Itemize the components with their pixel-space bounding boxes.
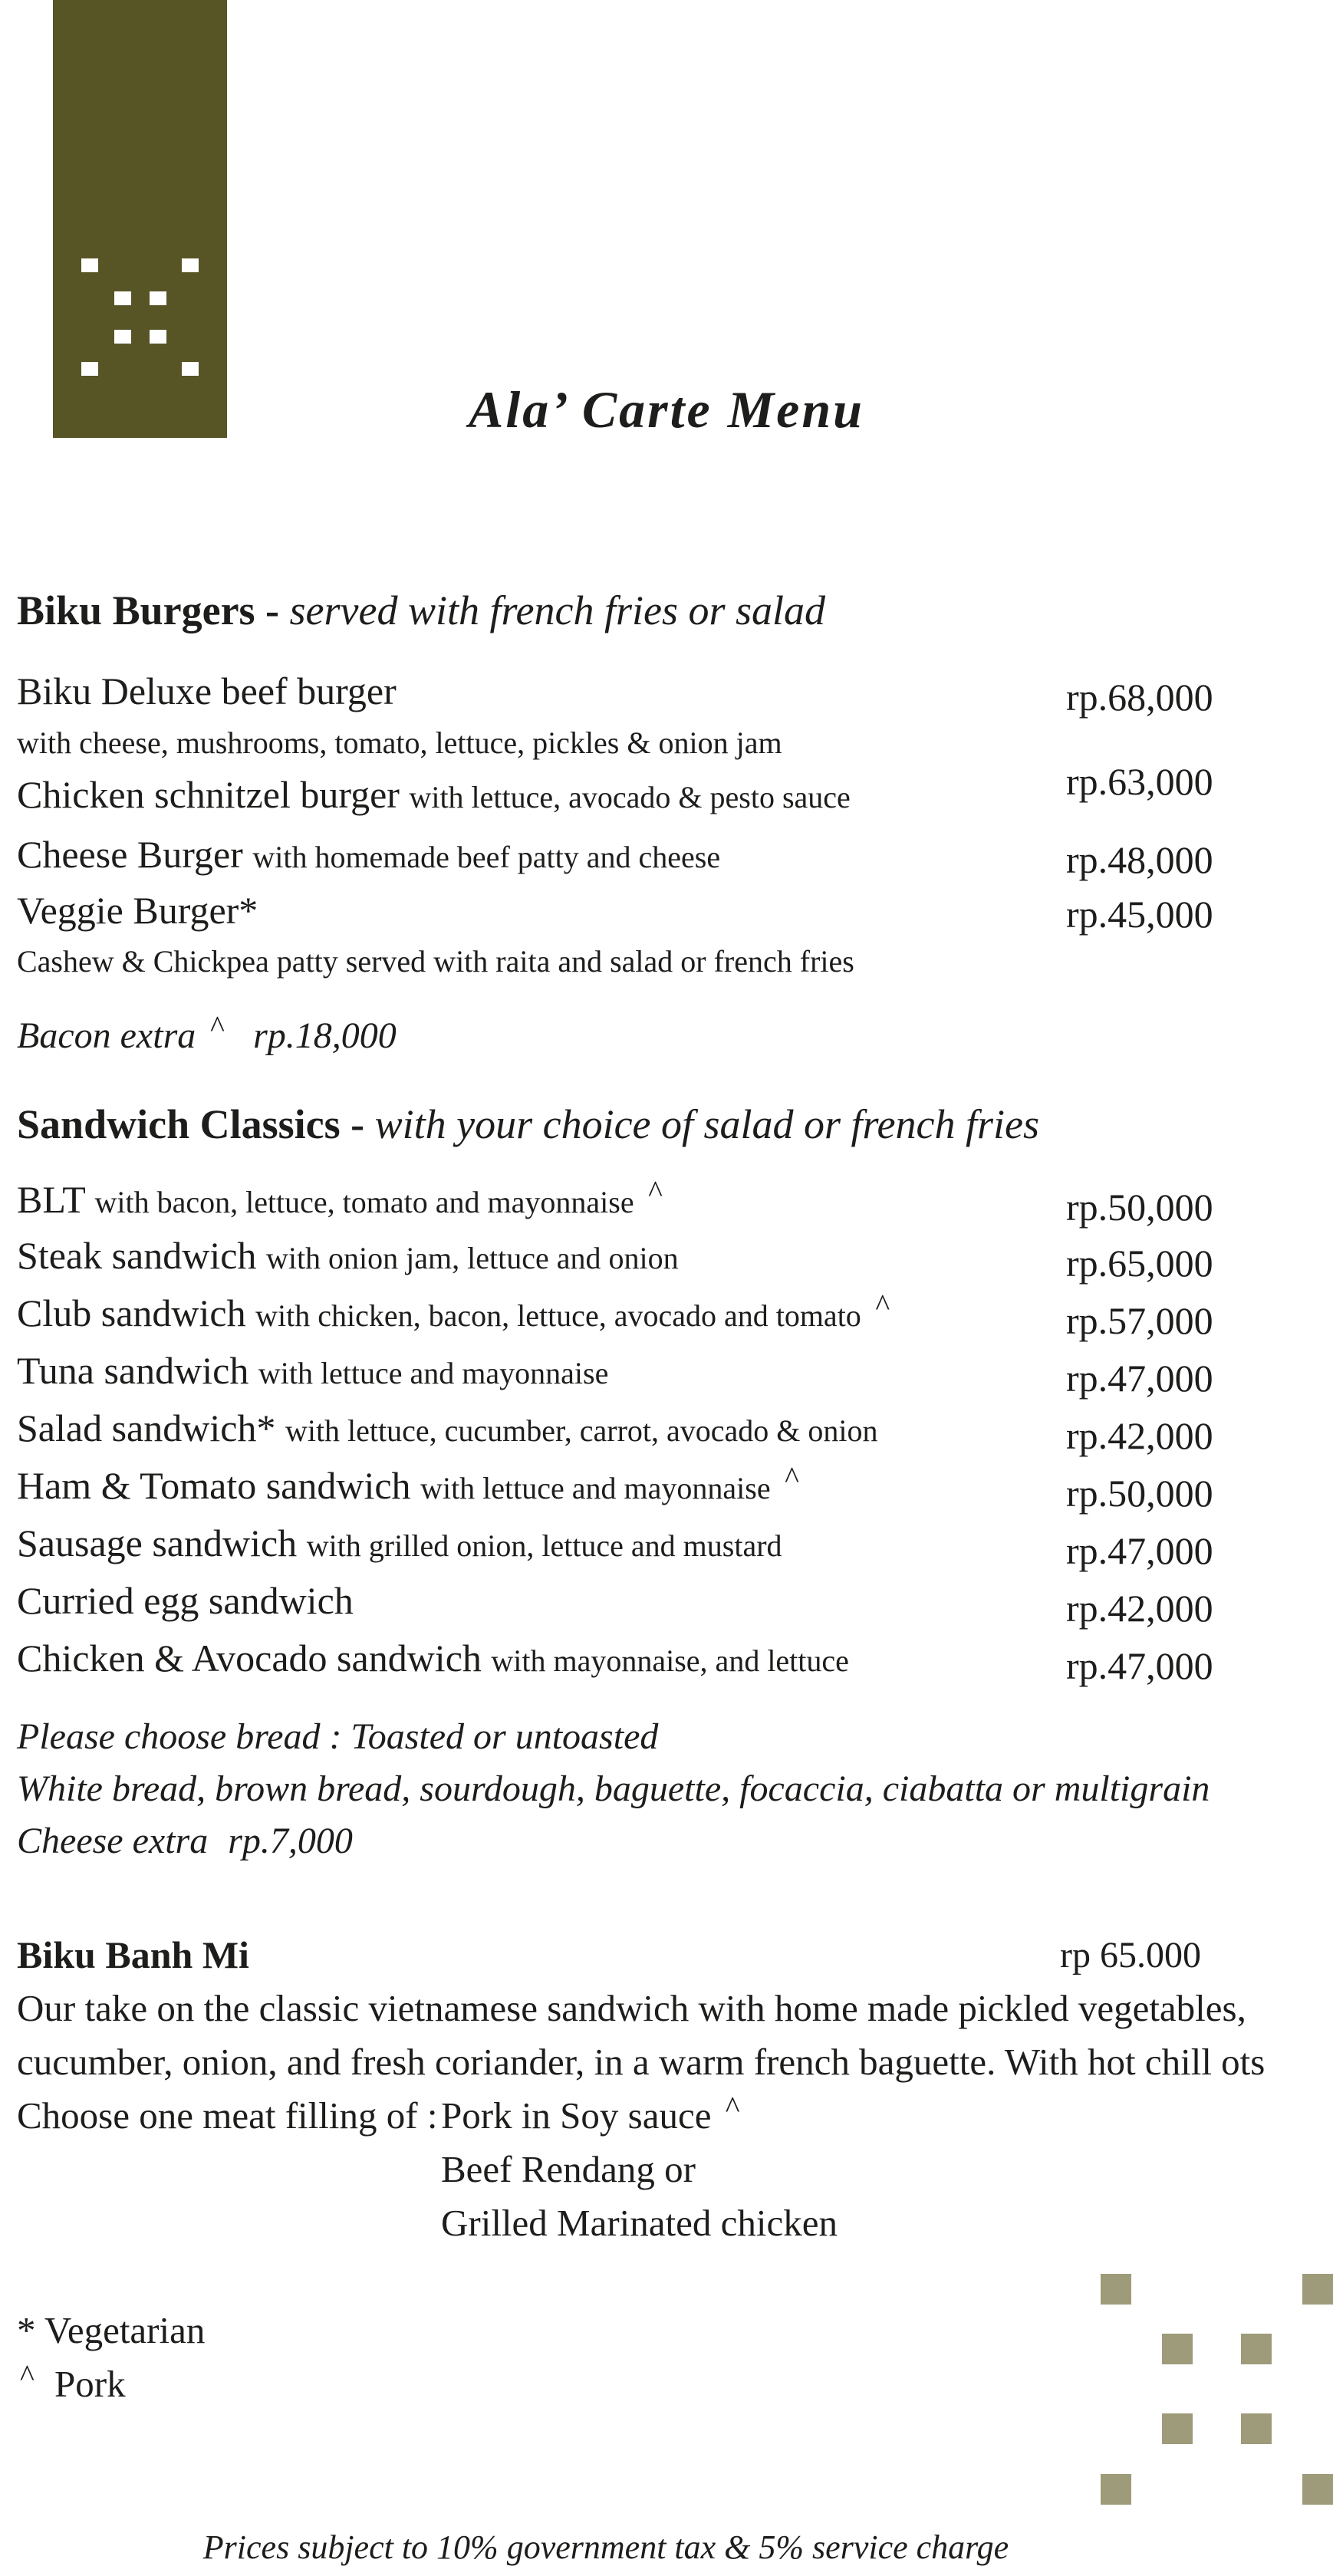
menu-item-desc: with lettuce and mayonnaise [420, 1471, 771, 1505]
menu-item [17, 1578, 354, 1623]
section-title: Biku Burgers - [17, 587, 280, 633]
banh-mi-desc: cucumber, onion, and fresh coriander, in a warm french baguette. With hot chill ots [17, 2041, 1266, 2083]
legend-pork [17, 2358, 126, 2406]
menu-item-price: rp.63,000 [1066, 760, 1213, 803]
decorative-square [1241, 2413, 1272, 2444]
menu-item-price: rp.57,000 [1066, 1299, 1213, 1342]
extra-price: rp.7,000 [228, 1821, 353, 1861]
section-subtitle: with your choice of salad or french fries [374, 1101, 1039, 1147]
page-title: Ala’ Carte Menu [468, 380, 865, 439]
menu-item [17, 772, 851, 817]
banh-mi-name: Biku Banh Mi [17, 1933, 249, 1976]
menu-item-name: Biku Deluxe beef burger [17, 669, 397, 712]
decorative-square [1162, 2413, 1193, 2444]
section-subtitle: served with french fries or salad [289, 587, 825, 633]
menu-item-price: rp.50,000 [1066, 1186, 1213, 1229]
footer-note: Prices subject to 10% government tax & 5% service charge [202, 2528, 1009, 2566]
pork-caret-icon: ^ [875, 1288, 890, 1322]
banh-mi-filling: Beef Rendang or [441, 2148, 696, 2190]
pork-caret-icon: ^ [20, 2358, 35, 2393]
logo-square [114, 330, 131, 344]
menu-item-desc: with lettuce, cucumber, carrot, avocado & onion [285, 1413, 878, 1448]
decorative-square [1302, 2474, 1333, 2505]
banh-mi-desc: Our take on the classic vietnamese sandwich with home made pickled vegetables, [17, 1987, 1246, 2029]
menu-item-price: rp.47,000 [1066, 1357, 1213, 1400]
logo [53, 0, 227, 438]
menu-item-price: rp.42,000 [1066, 1414, 1213, 1457]
menu-item-desc: with cheese, mushrooms, tomato, lettuce, pickles & onion jam [17, 725, 782, 760]
logo-square [182, 362, 199, 376]
extra-price: rp.18,000 [253, 1015, 397, 1056]
menu-item-name: Club sandwich [17, 1291, 246, 1334]
menu-item-price: rp.65,000 [1066, 1242, 1213, 1285]
banh-mi-filling [441, 2090, 740, 2137]
menu-item-desc: with chicken, bacon, lettuce, avocado and tomato [255, 1298, 861, 1333]
menu-item-name: Steak sandwich [17, 1234, 257, 1277]
cheese-extra [17, 1820, 353, 1862]
menu-item-name: Curried egg sandwich [17, 1579, 354, 1622]
menu-item [17, 1233, 679, 1278]
logo-square [150, 291, 166, 305]
menu-item-name: Veggie Burger* [17, 889, 258, 932]
menu-item-price: rp.47,000 [1066, 1529, 1213, 1572]
menu-item [17, 1636, 849, 1680]
pork-caret-icon: ^ [648, 1174, 663, 1209]
section-heading-burgers [17, 587, 825, 634]
logo-square [182, 258, 199, 272]
menu-item-name: Cheese Burger [17, 833, 243, 876]
filling-label: Pork in Soy sauce [441, 2094, 712, 2137]
menu-item-name: Ham & Tomato sandwich [17, 1464, 411, 1507]
extra-label: Cheese extra [17, 1821, 209, 1861]
menu-item-price: rp.47,000 [1066, 1644, 1213, 1687]
menu-item [17, 832, 720, 877]
menu-item-name: Chicken schnitzel burger [17, 773, 400, 816]
menu-item-desc: with lettuce, avocado & pesto sauce [409, 780, 851, 814]
menu-item [17, 1288, 890, 1335]
banh-mi-price: rp 65.000 [1060, 1935, 1201, 1976]
menu-item-name: Sausage sandwich [17, 1522, 298, 1564]
menu-item [17, 1348, 608, 1393]
menu-item-desc: with onion jam, lettuce and onion [265, 1241, 679, 1275]
menu-item-price: rp.42,000 [1066, 1587, 1213, 1630]
bread-options: White bread, brown bread, sourdough, baguette, focaccia, ciabatta or multigrain [17, 1768, 1210, 1809]
menu-item [17, 1174, 663, 1222]
banh-mi-filling: Grilled Marinated chicken [441, 2202, 838, 2244]
menu-item-desc: with homemade beef patty and cheese [252, 840, 721, 874]
logo-square [81, 362, 98, 376]
logo-square [114, 291, 131, 305]
bread-note: Please choose bread : Toasted or untoasted [17, 1716, 659, 1757]
menu-item-name: Tuna sandwich [17, 1349, 249, 1392]
legend-pork-label: Pork [54, 2363, 126, 2405]
decorative-square [1241, 2334, 1272, 2364]
decorative-square [1101, 2274, 1131, 2305]
menu-item [17, 1406, 878, 1450]
pork-caret-icon: ^ [785, 1460, 799, 1495]
menu-item-price: rp.45,000 [1066, 893, 1213, 936]
menu-item-name: Chicken & Avocado sandwich [17, 1637, 482, 1679]
menu-item [17, 1460, 799, 1508]
menu-item [17, 1521, 782, 1565]
menu-item-price: rp.50,000 [1066, 1472, 1213, 1515]
menu-item-desc: with lettuce and mayonnaise [258, 1356, 609, 1390]
banh-mi-choose-label: Choose one meat filling of : [17, 2094, 438, 2137]
extra-label: Bacon extra [17, 1015, 196, 1056]
menu-item-desc: with bacon, lettuce, tomato and mayonnaise [94, 1185, 634, 1219]
menu-item-price: rp.48,000 [1066, 838, 1213, 881]
legend-vegetarian: * Vegetarian [17, 2309, 206, 2351]
pork-caret-icon: ^ [725, 2090, 740, 2124]
bacon-extra [17, 1009, 397, 1057]
decorative-square [1101, 2474, 1131, 2505]
section-heading-sandwiches [17, 1100, 1039, 1148]
menu-item-name: BLT [17, 1178, 85, 1221]
decorative-square [1162, 2334, 1193, 2364]
decorative-square [1302, 2274, 1333, 2305]
pork-caret-icon: ^ [209, 1009, 223, 1044]
menu-item-desc: with grilled onion, lettuce and mustard [306, 1528, 782, 1563]
logo-square [150, 330, 166, 344]
section-title: Sandwich Classics - [17, 1101, 365, 1147]
menu-item-desc: with mayonnaise, and lettuce [491, 1643, 849, 1678]
menu-item-price: rp.68,000 [1066, 676, 1213, 719]
menu-item-desc: Cashew & Chickpea patty served with raita and salad or french fries [17, 944, 854, 979]
logo-square [81, 258, 98, 272]
menu-item-name: Salad sandwich* [17, 1406, 276, 1449]
